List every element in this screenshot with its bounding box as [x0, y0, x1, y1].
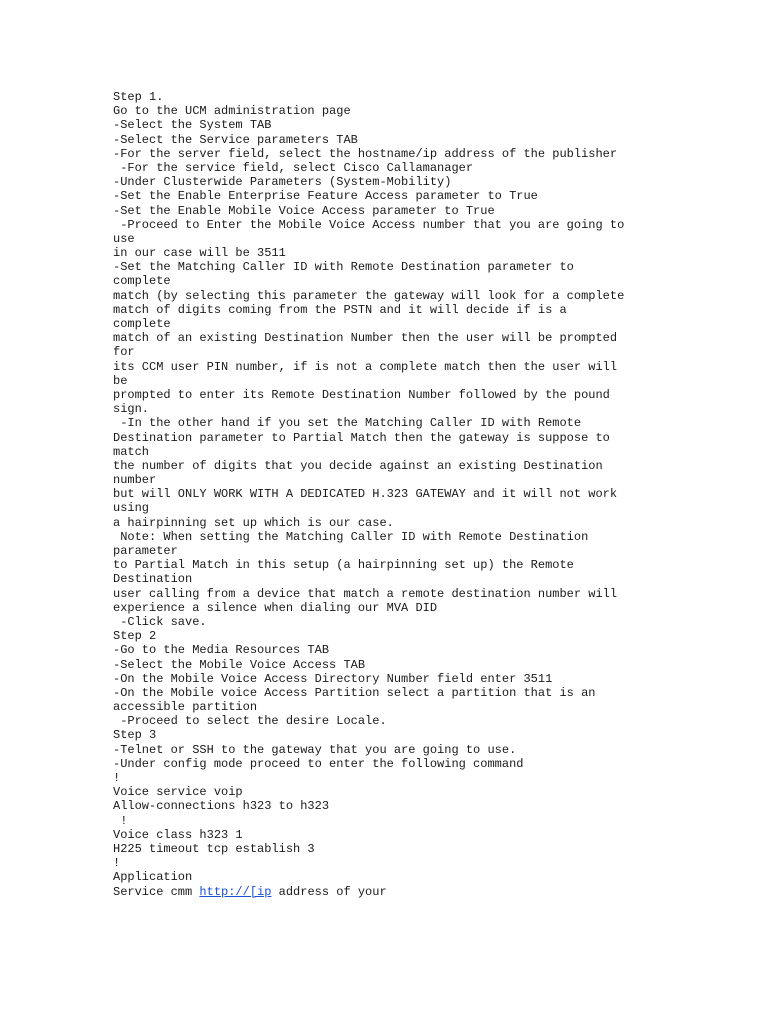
text-line: Voice service voip — [113, 785, 243, 800]
text-line: -In the other hand if you set the Matching Caller ID with Remote — [113, 416, 582, 431]
text-line: -Proceed to Enter the Mobile Voice Access number that you are going to — [113, 217, 625, 232]
text-line: but will ONLY WORK WITH A DEDICATED H.323 GATEWAY and it will not work — [113, 487, 618, 502]
text-line: ! — [113, 813, 128, 828]
text-line: Application — [113, 870, 193, 885]
service-cmm-prefix: Service cmm — [113, 884, 200, 899]
text-line: Allow-connections h323 to h323 — [113, 799, 330, 814]
text-line: Go to the UCM administration page — [113, 104, 351, 119]
text-line: -Set the Enable Mobile Voice Access parameter to True — [113, 203, 495, 218]
text-line: Step 2 — [113, 629, 157, 644]
ip-address-link[interactable]: http://[ip — [199, 884, 272, 899]
text-line: -For the service field, select Cisco Callamanager — [113, 160, 474, 175]
text-line: to Partial Match in this setup (a hairpinning set up) the Remote — [113, 558, 574, 573]
text-line: number — [113, 473, 157, 488]
text-line: accessible partition — [113, 700, 258, 715]
text-line: -For the server field, select the hostname/ip address of the publisher — [113, 146, 618, 161]
text-line: Step 3 — [113, 728, 157, 743]
text-line: -Select the Mobile Voice Access TAB — [113, 657, 366, 672]
text-line: prompted to enter its Remote Destination Number followed by the pound — [113, 387, 610, 402]
text-line: Voice class h323 1 — [113, 827, 243, 842]
text-line: a hairpinning set up which is our case. — [113, 515, 394, 530]
text-line: -On the Mobile Voice Access Directory Number field enter 3511 — [113, 671, 553, 686]
text-line: match — [113, 444, 150, 459]
text-line: -Click save. — [113, 614, 207, 629]
text-line: use — [113, 231, 135, 246]
text-line: for — [113, 345, 135, 360]
text-line: sign. — [113, 402, 150, 417]
text-line: -Proceed to select the desire Locale. — [113, 714, 387, 729]
text-line: -Telnet or SSH to the gateway that you are going to use. — [113, 742, 517, 757]
text-line: ! — [113, 771, 121, 785]
text-line: match of digits coming from the PSTN and it will decide if is a — [113, 302, 567, 317]
text-line: -Under config mode proceed to enter the following command — [113, 756, 524, 771]
text-line: -On the Mobile voice Access Partition select a partition that is an — [113, 685, 596, 700]
text-line: parameter — [113, 544, 178, 558]
text-line: in our case will be 3511 — [113, 246, 286, 261]
service-cmm-line — [113, 885, 673, 899]
text-line: Destination parameter to Partial Match then the gateway is suppose to — [113, 430, 610, 445]
text-line: complete — [113, 317, 171, 331]
text-line: Step 1. — [113, 90, 164, 104]
text-line: match (by selecting this parameter the gateway will look for a complete — [113, 288, 625, 303]
text-line: -Select the Service parameters TAB — [113, 132, 358, 147]
text-line: user calling from a device that match a remote destination number will — [113, 586, 618, 601]
text-line: -Set the Matching Caller ID with Remote Destination parameter to — [113, 260, 574, 275]
document-body — [113, 90, 673, 899]
text-line: experience a silence when dialing our MVA DID — [113, 600, 438, 615]
text-line: the number of digits that you decide against an existing Destination — [113, 458, 603, 473]
text-line: its CCM user PIN number, if is not a complete match then the user will — [113, 359, 618, 374]
text-line: complete — [113, 274, 171, 289]
text-line: -Go to the Media Resources TAB — [113, 643, 330, 658]
text-line: Note: When setting the Matching Caller ID with Remote Destination — [113, 529, 589, 544]
text-line: -Select the System TAB — [113, 118, 272, 133]
document-lines — [113, 90, 673, 885]
text-line: be — [113, 373, 128, 388]
text-line: match of an existing Destination Number then the user will be prompted — [113, 331, 618, 346]
text-line: H225 timeout tcp establish 3 — [113, 841, 315, 856]
text-line: using — [113, 501, 150, 516]
text-line: -Set the Enable Enterprise Feature Access parameter to True — [113, 189, 538, 204]
text-line: ! — [113, 856, 121, 871]
text-line: Destination — [113, 572, 193, 587]
service-cmm-suffix: address of your — [271, 884, 387, 899]
text-line: -Under Clusterwide Parameters (System-Mobility) — [113, 175, 452, 190]
